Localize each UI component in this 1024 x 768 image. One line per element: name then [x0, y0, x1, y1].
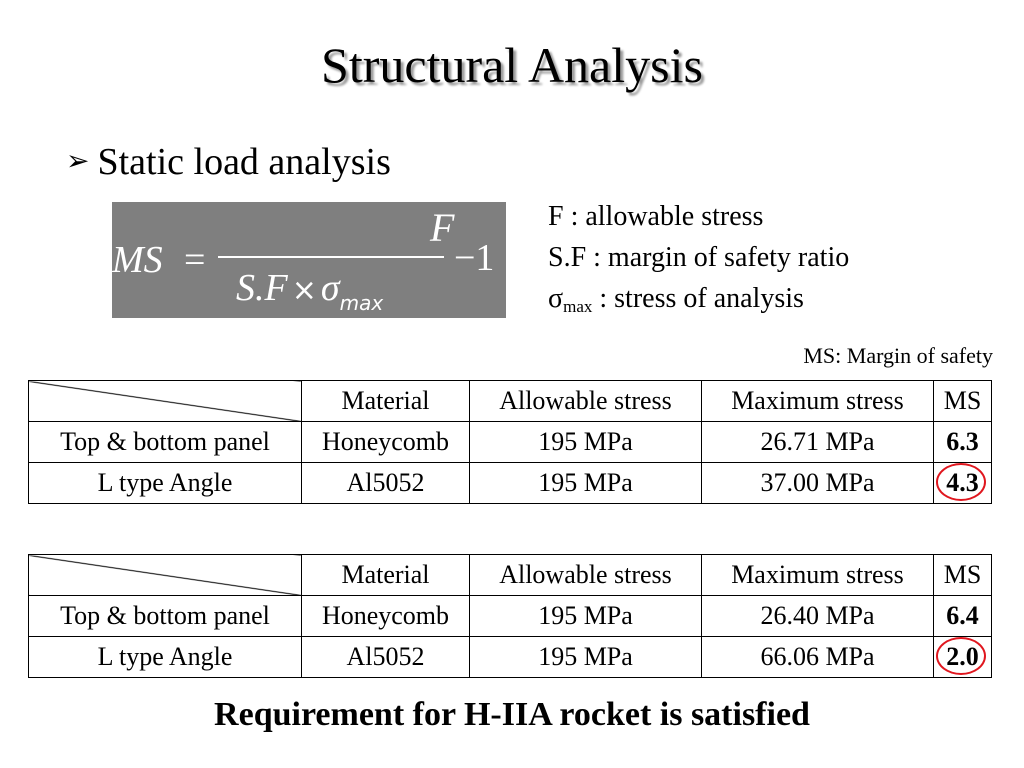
slide-title: Structural Analysis — [321, 37, 703, 93]
cell-ms-circled — [934, 463, 992, 504]
cell-material: Honeycomb — [302, 596, 470, 637]
cell-part: Top & bottom panel — [29, 596, 302, 637]
cell-allowable: 195 MPa — [470, 637, 702, 678]
header-maximum-stress: Maximum stress — [702, 381, 934, 422]
header-maximum-stress: Maximum stress — [702, 555, 934, 596]
sigma-description: : stress of analysis — [592, 283, 804, 314]
table-header-row — [29, 381, 992, 422]
cell-material: Honeycomb — [302, 422, 470, 463]
red-circle-highlight — [936, 637, 986, 675]
cell-material: Al5052 — [302, 463, 470, 504]
formula-numerator: F — [430, 205, 455, 250]
ms-note: MS: Margin of safety — [803, 343, 993, 368]
cell-part: L type Angle — [29, 637, 302, 678]
cell-maximum: 26.40 MPa — [702, 596, 934, 637]
diagonal-corner-cell — [29, 381, 302, 422]
table-row — [29, 463, 992, 504]
definitions — [548, 196, 849, 327]
header-material: Material — [302, 555, 470, 596]
ms-value: 4.3 — [946, 468, 979, 497]
definition-sf: S.F : margin of safety ratio — [548, 242, 850, 273]
definition-f: F : allowable stress — [548, 201, 764, 232]
formula-minus-one: −1 — [454, 237, 495, 279]
cell-maximum: 26.71 MPa — [702, 422, 934, 463]
red-circle-highlight — [936, 463, 986, 501]
results-table-1 — [28, 380, 992, 504]
cell-maximum: 66.06 MPa — [702, 637, 934, 678]
cell-allowable: 195 MPa — [470, 422, 702, 463]
header-allowable-stress: Allowable stress — [470, 555, 702, 596]
header-ms: MS — [934, 555, 992, 596]
diagonal-corner-cell — [29, 555, 302, 596]
header-material: Material — [302, 381, 470, 422]
table-row — [29, 637, 992, 678]
cell-part: Top & bottom panel — [29, 422, 302, 463]
formula-equals: = — [184, 239, 206, 281]
bullet-text: Static load analysis — [97, 141, 391, 183]
denominator-sf: S.F — [236, 267, 288, 309]
denominator-times: × — [291, 273, 317, 308]
definition-sigma — [548, 278, 849, 327]
cell-ms-circled — [934, 637, 992, 678]
table-row — [29, 596, 992, 637]
cell-part: L type Angle — [29, 463, 302, 504]
denominator-sigma: σ — [320, 267, 340, 309]
header-allowable-stress: Allowable stress — [470, 381, 702, 422]
formula-denominator — [236, 266, 383, 315]
cell-ms: 6.3 — [934, 422, 992, 463]
formula-lhs: MS — [112, 239, 163, 281]
cell-maximum: 37.00 MPa — [702, 463, 934, 504]
conclusion-text: Requirement for H-IIA rocket is satisfied — [214, 696, 810, 733]
fraction-bar — [218, 256, 444, 258]
table-header-row — [29, 555, 992, 596]
results-table-2 — [28, 554, 992, 678]
cell-material: Al5052 — [302, 637, 470, 678]
cell-ms: 6.4 — [934, 596, 992, 637]
sigma-subscript: max — [563, 297, 593, 316]
arrow-bullet-icon: ➢ — [66, 144, 90, 177]
sigma-symbol: σ — [548, 283, 564, 314]
denominator-sub: max — [339, 291, 384, 315]
ms-value: 2.0 — [946, 642, 979, 671]
table-row — [29, 422, 992, 463]
header-ms: MS — [934, 381, 992, 422]
bullet-item — [66, 140, 391, 184]
cell-allowable: 195 MPa — [470, 596, 702, 637]
cell-allowable: 195 MPa — [470, 463, 702, 504]
ms-formula — [112, 202, 506, 318]
